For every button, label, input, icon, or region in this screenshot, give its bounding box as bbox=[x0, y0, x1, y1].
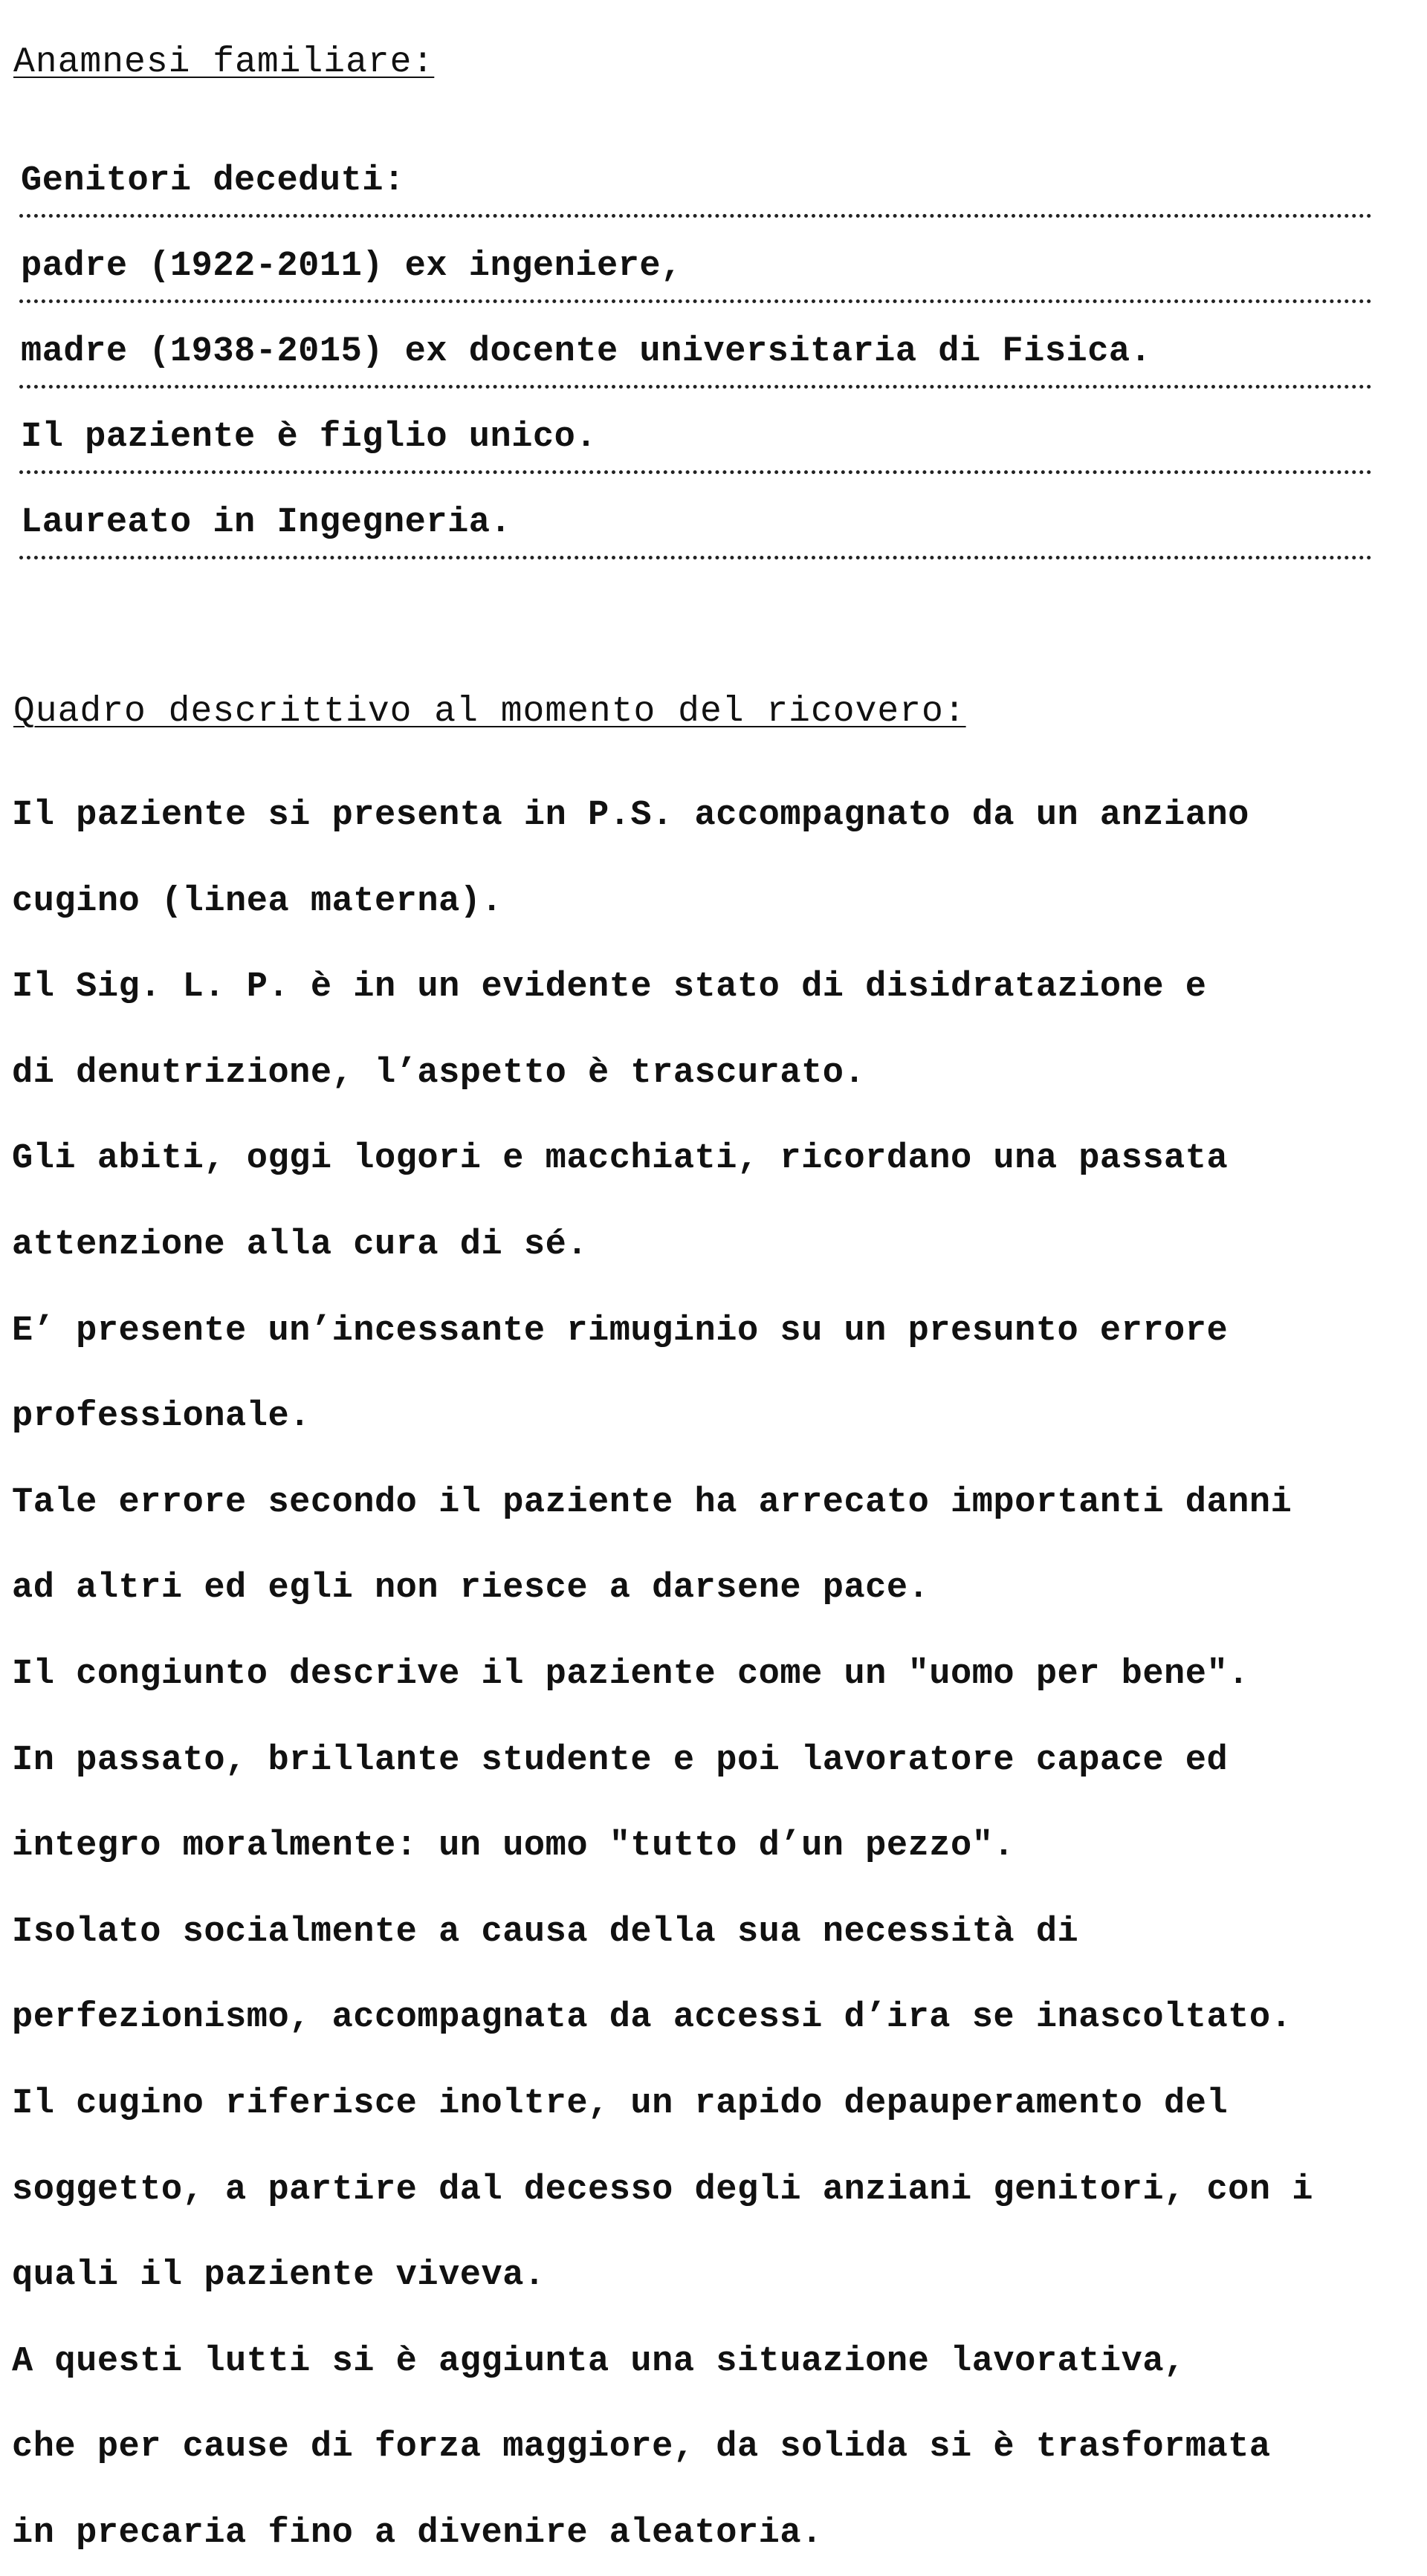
admission-text-line: quali il paziente viveva. bbox=[12, 2256, 546, 2296]
admission-text-line: che per cause di forza maggiore, da solida si è trasformata bbox=[12, 2427, 1271, 2468]
dotted-line bbox=[19, 303, 1372, 389]
admission-text-line: Isolato socialmente a causa della sua necessità di bbox=[12, 1912, 1079, 1952]
admission-text-line: in precaria fino a divenire aleatoria. bbox=[12, 2513, 823, 2553]
family-history-line: Il paziente è figlio unico. bbox=[21, 418, 598, 457]
dotted-line bbox=[19, 474, 1372, 559]
admission-text-line: E’ presente un’incessante rimuginio su un presunto errore bbox=[12, 1311, 1229, 1351]
family-history-line: padre (1922-2011) ex ingeniere, bbox=[21, 247, 682, 286]
admission-text-line: cugino (linea materna). bbox=[12, 881, 503, 921]
family-history-heading: Anamnesi familiare: bbox=[13, 42, 435, 82]
family-history-line: Laureato in Ingegneria. bbox=[21, 503, 512, 542]
admission-text-line: Tale errore secondo il paziente ha arrecato importanti danni bbox=[12, 1482, 1292, 1522]
admission-text-line: Il congiunto descrive il paziente come un ″uomo per bene″. bbox=[12, 1654, 1249, 1694]
admission-text-line: A questi lutti si è aggiunta una situazione lavorativa, bbox=[12, 2341, 1185, 2381]
admission-heading: Quadro descrittivo al momento del ricovero: bbox=[13, 692, 966, 732]
family-history-dotted-lines bbox=[19, 132, 1372, 559]
admission-text-line: ad altri ed egli non riesce a darsene pace. bbox=[12, 1568, 930, 1609]
admission-text-line: di denutrizione, l’aspetto è trascurato. bbox=[12, 1053, 866, 1093]
admission-text-line: perfezionismo, accompagnata da accessi d’ira se inascoltato. bbox=[12, 1998, 1292, 2038]
family-history-line: Genitori deceduti: bbox=[21, 161, 405, 201]
admission-text-line: Il Sig. L. P. è in un evidente stato di disidratazione e bbox=[12, 967, 1207, 1008]
dotted-line bbox=[19, 132, 1372, 218]
admission-text-line: integro moralmente: un uomo ″tutto d’un pezzo″. bbox=[12, 1826, 1015, 1866]
admission-text-line: Gli abiti, oggi logori e macchiati, ricordano una passata bbox=[12, 1139, 1229, 1179]
admission-text-line: professionale. bbox=[12, 1397, 311, 1437]
admission-text-line: In passato, brillante studente e poi lavoratore capace ed bbox=[12, 1740, 1229, 1780]
dotted-line bbox=[19, 389, 1372, 474]
admission-description bbox=[12, 773, 1409, 2576]
family-history-line: madre (1938-2015) ex docente universitaria di Fisica. bbox=[21, 332, 1152, 372]
admission-text-line: Il paziente si presenta in P.S. accompagnato da un anziano bbox=[12, 796, 1249, 835]
admission-text-line: attenzione alla cura di sé. bbox=[12, 1224, 589, 1265]
dotted-line bbox=[19, 218, 1372, 303]
admission-text-line: soggetto, a partire dal decesso degli anziani genitori, con i bbox=[12, 2170, 1313, 2210]
admission-text-line: Il cugino riferisce inoltre, un rapido depauperamento del bbox=[12, 2083, 1229, 2124]
